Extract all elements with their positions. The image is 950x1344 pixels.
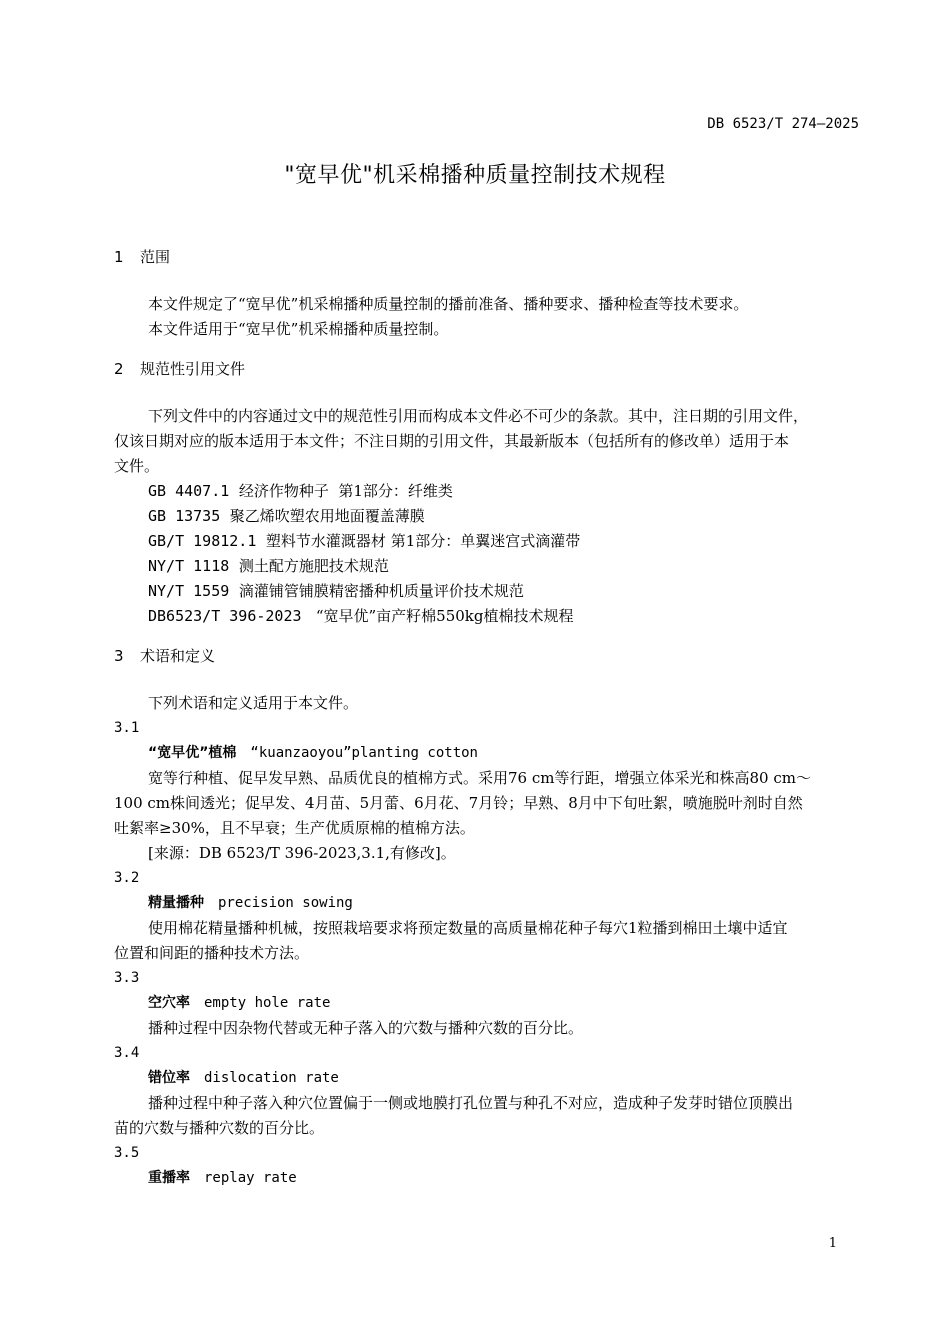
definition-line: 苗的穴数与播种穴数的百分比。	[114, 1119, 325, 1137]
term-entry	[114, 1066, 860, 1091]
section-title: 规范性引用文件	[140, 360, 246, 378]
definition-line: 播种过程中因杂物代替或无种子落入的穴数与播种穴数的百分比。	[148, 1019, 584, 1037]
term-entry	[114, 991, 860, 1016]
reference-code: DB6523/T 396-2023	[148, 607, 302, 625]
term-number: 3.4	[114, 1045, 140, 1061]
term-english: “kuanzaoyou”planting cotton	[250, 745, 478, 761]
definition-line: 吐絮率≥30%，且不早衰；生产优质原棉的植棉方法。	[114, 819, 475, 837]
reference-item	[114, 479, 860, 504]
definition-line: 位置和间距的播种技术方法。	[114, 944, 310, 962]
paragraph: 下列术语和定义适用于本文件。	[148, 694, 359, 712]
paragraph: 本文件适用于“宽早优”机采棉播种质量控制。	[148, 320, 449, 338]
paragraph-line: 下列文件中的内容通过文中的规范性引用而构成本文件必不可少的条款。其中，注日期的引用文件，	[148, 407, 809, 425]
term-chinese: 空穴率	[148, 995, 190, 1011]
reference-item	[114, 529, 860, 554]
term-number: 3.1	[114, 720, 140, 736]
section-title: 范围	[140, 248, 171, 266]
section-title: 术语和定义	[140, 647, 216, 665]
section-heading-normative-references	[114, 358, 860, 380]
reference-title: 经济作物种子 第1部分：纤维类	[238, 482, 453, 500]
document-body	[114, 246, 860, 1191]
reference-item	[114, 504, 860, 529]
reference-code: GB 13735	[148, 507, 221, 525]
term-chinese: 错位率	[148, 1070, 190, 1086]
term-number: 3.3	[114, 970, 140, 986]
reference-item	[114, 604, 860, 629]
reference-item	[114, 554, 860, 579]
term-english: precision sowing	[218, 895, 353, 911]
term-english: dislocation rate	[204, 1070, 339, 1086]
definition-line: 100 cm株间透光；促早发、4月苗、5月蕾、6月花、7月铃；早熟、8月中下旬吐絮，喷施脱叶剂时自然	[114, 794, 803, 812]
term-english: empty hole rate	[204, 995, 331, 1011]
section-number: 1	[114, 248, 124, 266]
reference-title: 塑料节水灌溉器材 第1部分：单翼迷宫式滴灌带	[265, 532, 581, 550]
term-entry	[114, 1166, 860, 1191]
definition-line: 播种过程中种子落入种穴位置偏于一侧或地膜打孔位置与种孔不对应，造成种子发芽时错位顶膜出	[148, 1094, 794, 1112]
paragraph-line: 文件。	[114, 457, 160, 475]
reference-item	[114, 579, 860, 604]
section-number: 2	[114, 360, 124, 378]
section-number: 3	[114, 647, 124, 665]
section-heading-terms	[114, 645, 860, 667]
reference-title: “宽早优”亩产籽棉550kg植棉技术规程	[315, 607, 574, 625]
term-chinese: 精量播种	[148, 895, 204, 911]
reference-title: 滴灌铺管铺膜精密播种机质量评价技术规范	[238, 582, 524, 600]
reference-code: GB 4407.1	[148, 482, 230, 500]
reference-title: 测土配方施肥技术规范	[238, 557, 389, 575]
page-number: 1	[828, 1236, 837, 1251]
reference-code: GB/T 19812.1	[148, 532, 257, 550]
document-code: DB 6523/T 274—2025	[707, 116, 859, 132]
section-heading-scope	[114, 246, 860, 268]
term-number: 3.2	[114, 870, 140, 886]
term-entry	[114, 741, 860, 766]
reference-code: NY/T 1559	[148, 582, 230, 600]
term-chinese: 重播率	[148, 1170, 190, 1186]
term-number: 3.5	[114, 1145, 140, 1161]
source-note: [来源：DB 6523/T 396-2023,3.1,有修改]。	[148, 844, 456, 862]
term-english: replay rate	[204, 1170, 297, 1186]
paragraph-line: 仅该日期对应的版本适用于本文件；不注日期的引用文件，其最新版本（包括所有的修改单）适用于本	[114, 432, 790, 450]
term-chinese: “宽早优”植棉	[148, 745, 237, 761]
definition-line: 使用棉花精量播种机械，按照栽培要求将预定数量的高质量棉花种子每穴1粒播到棉田土壤中适宜	[148, 919, 788, 937]
definition-line: 宽等行种植、促早发早熟、品质优良的植棉方式。采用76 cm等行距，增强立体采光和株高80 cm～	[148, 769, 811, 787]
paragraph: 本文件规定了“宽早优”机采棉播种质量控制的播前准备、播种要求、播种检查等技术要求。	[148, 295, 749, 313]
reference-title: 聚乙烯吹塑农用地面覆盖薄膜	[229, 507, 425, 525]
reference-code: NY/T 1118	[148, 557, 230, 575]
document-title: "宽早优"机采棉播种质量控制技术规程	[284, 163, 666, 188]
term-entry	[114, 891, 860, 916]
